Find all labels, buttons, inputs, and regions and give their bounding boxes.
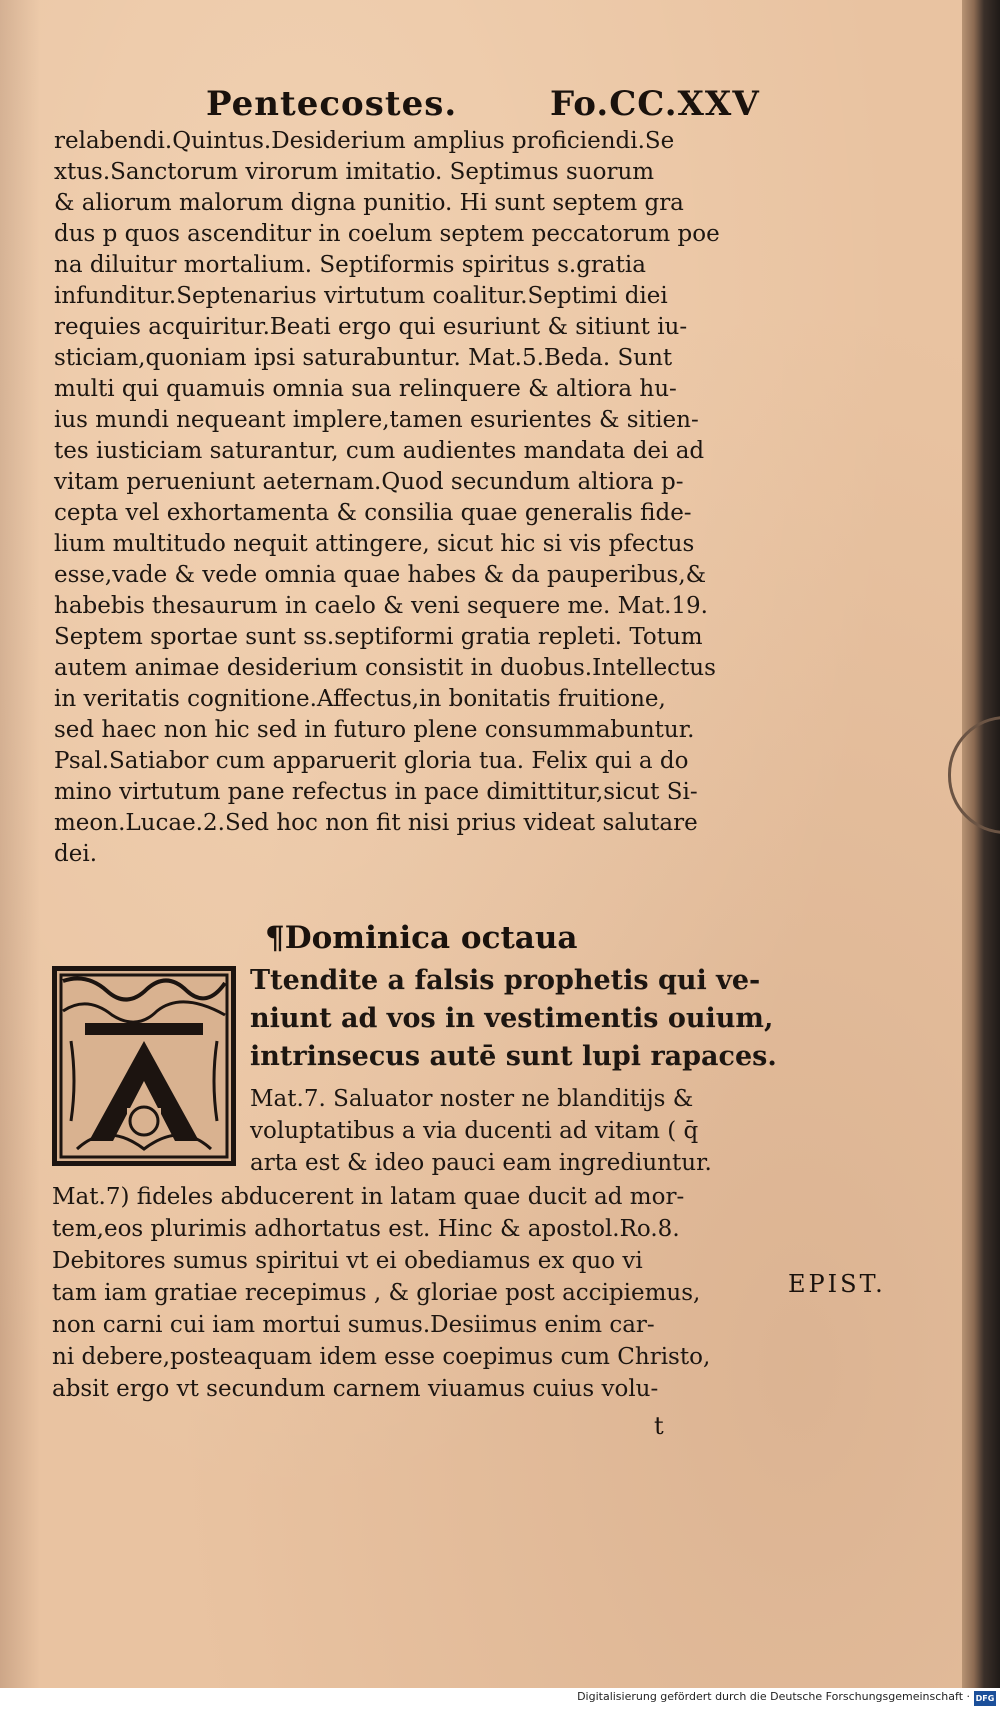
text-line: cepta vel exhortamenta & consilia quae generalis fide- — [54, 500, 692, 526]
text-line: multi qui quamuis omnia sua relinquere & altiora hu- — [54, 376, 677, 402]
woodcut-initial — [52, 966, 236, 1166]
text-line: tes iusticiam saturantur, cum audientes mandata dei ad — [54, 438, 705, 464]
text-line: ni debere,posteaquam idem esse coepimus cum Christo, — [52, 1344, 711, 1370]
book-edge — [962, 0, 1000, 1711]
text-line: non carni cui iam mortui sumus.Desiimus enim car- — [52, 1312, 655, 1338]
digitization-footer — [0, 1688, 1000, 1711]
dfg-logo: DFG — [974, 1691, 996, 1706]
folio-number: Fo.CC.XXV — [550, 84, 760, 124]
margin-note: EPIST. — [788, 1270, 886, 1298]
text-line: arta est & ideo pauci eam ingrediuntur. — [250, 1150, 712, 1176]
text-line: autem animae desiderium consistit in duobus.Intellectus — [54, 655, 716, 681]
text-line: in veritatis cognitione.Affectus,in bonitatis fruitione, — [54, 686, 666, 712]
text-line: esse,vade & vede omnia quae habes & da pauperibus,& — [54, 562, 707, 588]
catchword: t — [654, 1412, 664, 1440]
text-line: dus p quos ascenditur in coelum septem peccatorum poe — [54, 221, 720, 247]
text-line: infunditur.Septenarius virtutum coalitur.Septimi diei — [54, 283, 668, 309]
footer-credit: Digitalisierung gefördert durch die Deutsche Forschungsgemeinschaft · — [577, 1690, 970, 1703]
text-line: sed haec non hic sed in futuro plene consummabuntur. — [54, 717, 695, 743]
text-line: Mat.7. Saluator noster ne blanditijs & — [250, 1086, 694, 1112]
text-line: xtus.Sanctorum virorum imitatio. Septimus suorum — [54, 159, 655, 185]
text-line: lium multitudo nequit attingere, sicut hic si vis pfectus — [54, 531, 695, 557]
text-line: tam iam gratiae recepimus , & gloriae post accipiemus, — [52, 1280, 701, 1306]
text-line: habebis thesaurum in caelo & veni sequere me. Mat.19. — [54, 593, 708, 619]
text-line: tem,eos plurimis adhortatus est. Hinc & apostol.Ro.8. — [52, 1216, 680, 1242]
verse-line: Ttendite a falsis prophetis qui ve- — [250, 965, 761, 996]
text-line: na diluitur mortalium. Septiformis spiritus s.gratia — [54, 252, 646, 278]
text-line: Mat.7) fideles abducerent in latam quae ducit ad mor- — [52, 1184, 685, 1210]
text-line: dei. — [54, 841, 98, 867]
woodcut-initial-image — [57, 971, 231, 1161]
section-heading: ¶Dominica octaua — [265, 920, 578, 956]
clasp-ring — [948, 716, 1000, 834]
text-line: requies acquiritur.Beati ergo qui esuriunt & sitiunt iu- — [54, 314, 688, 340]
text-line: absit ergo vt secundum carnem viuamus cuius volu- — [52, 1376, 659, 1402]
verse-line: niunt ad vos in vestimentis ouium, — [250, 1003, 774, 1034]
text-line: Psal.Satiabor cum apparuerit gloria tua. Felix qui a do — [54, 748, 689, 774]
text-line: & aliorum malorum digna punitio. Hi sunt septem gra — [54, 190, 684, 216]
text-line: sticiam,quoniam ipsi saturabuntur. Mat.5.Beda. Sunt — [54, 345, 673, 371]
text-line: voluptatibus a via ducenti ad vitam ( q̄ — [250, 1118, 699, 1144]
text-line: ius mundi nequeant implere,tamen esurientes & sitien- — [54, 407, 699, 433]
text-line: vitam perueniunt aeternam.Quod secundum altiora p- — [54, 469, 684, 495]
text-line: Septem sportae sunt ss.septiformi gratia repleti. Totum — [54, 624, 703, 650]
text-line: meon.Lucae.2.Sed hoc non fit nisi prius videat salutare — [54, 810, 698, 836]
text-line: relabendi.Quintus.Desiderium amplius proficiendi.Se — [54, 128, 675, 154]
verse-line: intrinsecus autē sunt lupi rapaces. — [250, 1041, 777, 1072]
text-line: Debitores sumus spiritui vt ei obediamus ex quo vi — [52, 1248, 643, 1274]
running-head: Pentecostes. — [206, 84, 458, 124]
text-line: mino virtutum pane refectus in pace dimittitur,sicut Si- — [54, 779, 698, 805]
